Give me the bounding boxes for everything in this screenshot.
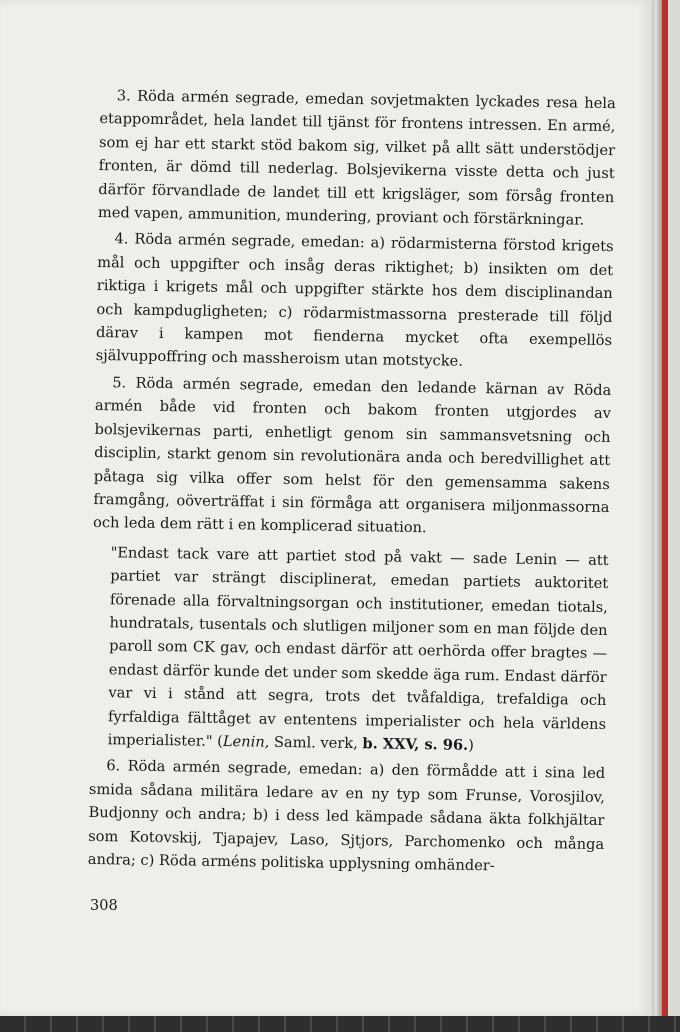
paragraph-4: 4. Röda armén segrade, emedan: a) rödarmisterna förstod krigets mål och uppgifter och insåg deras riktighet; b) insikten om det riktiga i krigets mål och uppgifter stärkte hos dem disciplinandan och kampdugligheten; c) rödarmistmassorna presterade till följd därav i kampen mot fienderna mycket ofta exempellös självuppoffring och massheroism utan motstycke. [95,230,614,371]
page-edge [652,0,662,1016]
citation-work: Saml. verk, [273,733,358,753]
quote-text: "Endast tack vare att partiet stod på vakt — sade Lenin — att partiet var strängt disciplinerat, emedan partiets auktoritet förenade alla förvaltningsorgan och institutioner, emedan tiotals, hundratals, tusentals och slutligen miljoner som en man följde den paroll som CK gav, och endast därför att oerhörda offer bragtes — endast därför kunde det under som skedde äga rum. Endast därför var vi i stånd att segra, trots det tvåfaldiga, trefaldiga och fyrfaldiga fälttåget av ententens imperialister och hela världens imperialister." [107,543,609,750]
page-number: 308 [90,898,118,914]
lenin-quote [90,541,609,760]
paragraph-6: 6. Röda armén segrade, emedan: a) den förmådde att i sina led smida sådana militära ledare av en ny typ som Frunse, Vorosjilov, Budjonny och andra; b) i dess led kämpade sådana äkta folkhjältar som Kotovskij, Tjapajev, Laso, Sjtjors, Parchomenko och många andra; c) Röda arméns politiska upplysning omhänder- [87,757,606,875]
paragraph-3: 3. Röda armén segrade, emedan sovjetmakten lyckades resa hela etappområdet, hela landet till tjänst för frontens intressen. En armé, som ej har ett starkt stöd bakom sig, vilket på allt sätt understödjer fronten, är dömd till nederlag. Bolsjevikerna visste detta och just därför förvandlade de landet till ett krigsläger, som försåg fronten med vapen, ammunition, mundering, proviant och förstärkningar. [97,87,616,229]
paragraph-5: 5. Röda armén segrade, emedan den ledande kärnan av Röda armén både vid fronten och bakom fronten utgjordes av bolsjevikernas parti, enhetligt genom sin sammansvetsning och disciplin, starkt genom sin revolutionära anda och beredvillighet att påtaga sig vilka offer som helst för den gemensamma sakens framgång, oöverträffat i sin förmåga att organisera miljonmassorna och leda dem rätt i en komplicerad situation. [92,374,612,537]
page-text [88,84,616,882]
quote-citation: (Lenin, Saml. verk, b. XXV, s. 96.) [217,732,474,754]
scan-bottom-border [0,1016,680,1032]
citation-author: Lenin, [222,732,270,751]
next-page-edge [668,0,680,1016]
citation-volume: b. XXV, s. 96. [362,735,469,754]
